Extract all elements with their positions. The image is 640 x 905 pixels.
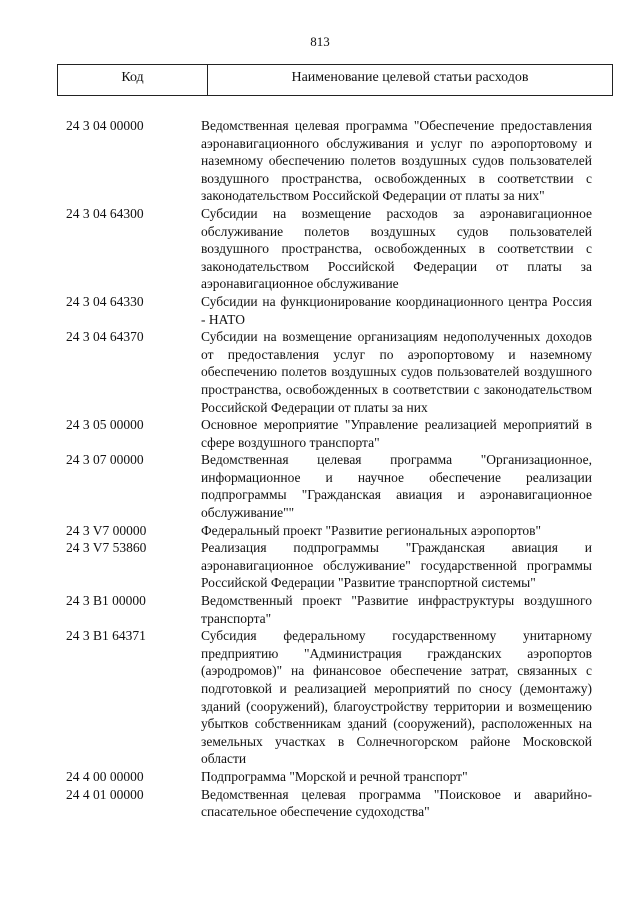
row-code: 24 4 00 00000 bbox=[66, 768, 144, 784]
header-name: Наименование целевой статьи расходов bbox=[291, 70, 529, 85]
row-code: 24 3 07 00000 bbox=[66, 452, 144, 468]
row-code: 24 4 01 00000 bbox=[66, 786, 144, 802]
row-code: 24 3 В1 00000 bbox=[66, 593, 146, 609]
row-code: 24 3 V7 00000 bbox=[66, 522, 147, 538]
row-description: Реализация подпрограммы "Гражданская авиация и аэронавигационное обслуживание" государственной программы Российской Федерации "Развитие транспортной системы" bbox=[201, 540, 592, 591]
row-description: Субсидии на функционирование координационного центра Россия - НАТО bbox=[201, 293, 592, 327]
table-row bbox=[66, 592, 592, 627]
row-code: 24 3 04 64330 bbox=[66, 293, 144, 309]
table-row bbox=[66, 293, 592, 328]
table-row bbox=[66, 416, 592, 451]
header-code: Код bbox=[58, 65, 208, 95]
row-code: 24 3 04 64370 bbox=[66, 329, 144, 345]
table-header bbox=[57, 64, 613, 96]
table-row bbox=[66, 117, 592, 205]
table-row bbox=[66, 205, 592, 293]
table-row bbox=[66, 768, 592, 786]
expense-items-list bbox=[66, 117, 592, 821]
row-description: Ведомственная целевая программа "Организационное, информационное и научное обеспечение реализации подпрограммы "Гражданская авиация и аэронавигационное обслуживание"" bbox=[201, 452, 592, 521]
table-row bbox=[66, 627, 592, 768]
row-description: Субсидия федеральному государственному унитарному предприятию "Администрация гражданских аэропортов (аэродромов)" на финансовое обеспечение затрат, связанных с подготовкой и реализацией мероприятий по сносу (демонтажу) зданий (сооружений), благоустройству территории и возмещению убытков собственникам зданий (сооружений), расположенных на земельных участках в Солнечногорском районе Московской области bbox=[201, 628, 592, 767]
page-number: 813 bbox=[310, 34, 330, 49]
row-description: Подпрограмма "Морской и речной транспорт" bbox=[201, 768, 468, 784]
row-code: 24 3 05 00000 bbox=[66, 417, 144, 433]
row-description: Федеральный проект "Развитие региональных аэропортов" bbox=[201, 522, 542, 538]
row-description: Субсидии на возмещение организациям недополученных доходов от предоставления услуг по аэропортовому и наземному обеспечению полетов воздушных судов пользователей воздушного пространства, освобожденных в соответствии с законодательством Российской Федерации от платы за них bbox=[201, 329, 592, 415]
row-code: 24 3 04 64300 bbox=[66, 205, 144, 221]
row-description: Основное мероприятие "Управление реализацией мероприятий в сфере воздушного транспорта" bbox=[201, 417, 592, 450]
row-code: 24 3 V7 53860 bbox=[66, 540, 147, 556]
row-description: Ведомственный проект "Развитие инфраструктуры воздушного транспорта" bbox=[201, 593, 592, 626]
row-description: Субсидии на возмещение расходов за аэронавигационное обслуживание полетов воздушных судов пользователей воздушного пространства, освобожденных в соответствии с законодательством Российской Федерации от платы за аэронавигационное обслуживание bbox=[201, 205, 592, 292]
row-description: Ведомственная целевая программа "Поисковое и аварийно-спасательное обеспечение судоходства" bbox=[201, 786, 592, 820]
table-row bbox=[66, 522, 592, 540]
table-row bbox=[66, 451, 592, 521]
table-row bbox=[66, 786, 592, 821]
table-row bbox=[66, 328, 592, 416]
row-code: 24 3 В1 64371 bbox=[66, 628, 146, 644]
row-code: 24 3 04 00000 bbox=[66, 118, 144, 133]
row-description: Ведомственная целевая программа "Обеспечение предоставления аэронавигационного обслуживания и услуг по аэропортовому и наземному обеспечению полетов воздушных судов пользователей воздушного пространства, освобожденных в соответствии с законодательством Российской Федерации от платы за них" bbox=[201, 118, 592, 204]
table-row bbox=[66, 539, 592, 592]
